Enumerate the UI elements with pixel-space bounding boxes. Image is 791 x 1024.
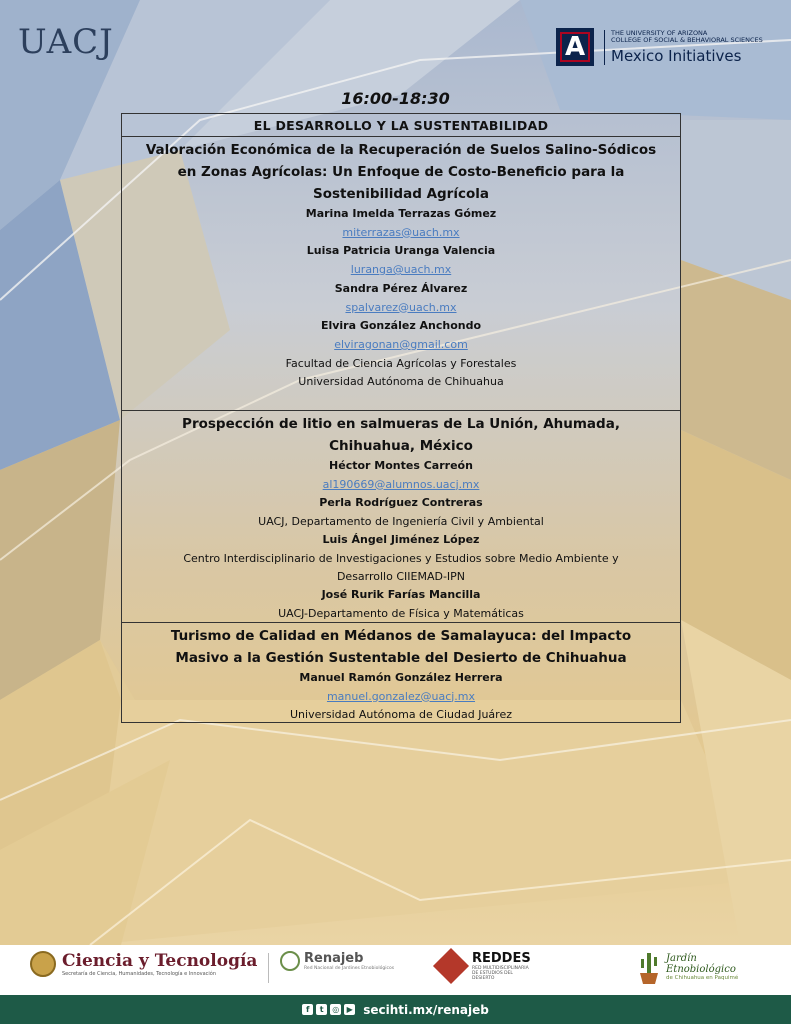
affiliation: Facultad de Ciencia Agrícolas y Forestales (285, 356, 517, 370)
renajeb-leaf-icon (280, 951, 300, 971)
talk-block (122, 623, 680, 722)
author-name: Luisa Patricia Uranga Valencia (306, 244, 496, 258)
reddes-subtitle: RED MULTIDISCIPLINARIA (472, 966, 529, 971)
talk-title-line: en Zonas Agrícolas: Un Enfoque de Costo-Beneficio para la (177, 164, 625, 180)
affiliation: Universidad Autónoma de Chihuahua (298, 374, 504, 388)
talk-title-line: Masivo a la Gestión Sustentable del Desierto de Chihuahua (175, 650, 627, 666)
instagram-icon[interactable]: ◎ (330, 1004, 341, 1015)
reddes-subtitle: DESIERTO (472, 976, 495, 981)
affiliation: UACJ, Departamento de Ingeniería Civil y Ambiental (258, 515, 544, 529)
affiliation: Universidad Autónoma de Ciudad Juárez (290, 708, 512, 722)
youtube-icon[interactable]: ▶ (344, 1004, 355, 1015)
social-bar (0, 995, 791, 1024)
author-name: Manuel Ramón González Herrera (299, 671, 503, 684)
author-email-link[interactable]: miterrazas@uach.mx (342, 225, 460, 239)
cactus-pot-icon (636, 949, 662, 985)
author-email-link[interactable]: al190669@alumnos.uacj.mx (322, 477, 480, 491)
talk-title-line: Sostenibilidad Agrícola (313, 186, 489, 202)
reddes-title: REDDES (472, 951, 531, 966)
secihti-link[interactable]: secihti.mx/renajeb (363, 1002, 489, 1017)
ciencia-tecnologia-logo (30, 951, 257, 977)
schedule-table (121, 113, 681, 723)
talk-title-line: Turismo de Calidad en Médanos de Samalayuca: del Impacto (170, 628, 632, 644)
jardin-subtitle: de Chihuahua en Paquimé (666, 975, 739, 981)
jardin-title: Etnobiológico (666, 964, 736, 975)
author-email-link[interactable]: elviragonan@gmail.com (334, 337, 468, 351)
talk-title (128, 139, 674, 205)
jardin-title: Jardín (666, 953, 697, 964)
author-email-link[interactable]: spalvarez@uach.mx (345, 300, 457, 314)
reddes-subtitle: DE ESTUDIOS DEL (472, 971, 513, 976)
uacj-logo: UACJ (18, 22, 114, 62)
reddes-logo (434, 949, 531, 983)
author-name: Sandra Pérez Álvarez (334, 281, 468, 295)
affiliation: Desarrollo CIIEMAD-IPN (336, 569, 466, 583)
arizona-a-icon: A (556, 28, 594, 66)
logo-divider (268, 953, 269, 983)
arizona-logo (556, 28, 763, 66)
author-name: José Rurik Farías Mancilla (321, 587, 481, 601)
jardin-etnobiologico-logo (636, 949, 738, 985)
mexico-seal-icon (30, 951, 56, 977)
author-name: Elvira González Anchondo (320, 319, 482, 333)
author-name: Luis Ángel Jiménez López (322, 533, 480, 547)
affiliation: Centro Interdisciplinario de Investigaciones y Estudios sobre Medio Ambiente y (183, 551, 619, 565)
talk-title (128, 625, 674, 669)
renajeb-subtitle: Red Nacional de Jardines Etnobiológicos (304, 966, 395, 971)
talk-title (128, 413, 674, 457)
session-time: 16:00-18:30 (341, 89, 450, 108)
author-name: Perla Rodríguez Contreras (319, 496, 483, 510)
arizona-program-name: Mexico Initiatives (611, 46, 742, 65)
ciencia-title: Ciencia y Tecnología (62, 951, 258, 971)
talk-block (122, 411, 680, 623)
reddes-sun-icon (433, 948, 469, 984)
arizona-university-line: THE UNIVERSITY OF ARIZONA (611, 28, 708, 37)
session-title: EL DESARROLLO Y LA SUSTENTABILIDAD (122, 114, 680, 137)
arizona-college-line: COLLEGE OF SOCIAL & BEHAVIORAL SCIENCES (611, 36, 763, 44)
talk-title-line: Prospección de litio en salmueras de La Unión, Ahumada, (182, 416, 620, 432)
talk-block (122, 137, 680, 411)
ciencia-subtitle: Secretaría de Ciencia, Humanidades, Tecnología e Innovación (62, 971, 217, 977)
author-name: Héctor Montes Carreón (329, 459, 473, 472)
author-name: Marina Imelda Terrazas Gómez (305, 207, 497, 220)
talk-title-line: Valoración Económica de la Recuperación de Suelos Salino-Sódicos (145, 142, 657, 158)
twitter-icon[interactable]: t (316, 1004, 327, 1015)
renajeb-title: Renajeb (304, 951, 364, 966)
facebook-icon[interactable]: f (302, 1004, 313, 1015)
author-email-link[interactable]: manuel.gonzalez@uacj.mx (326, 689, 476, 703)
talk-title-line: Chihuahua, México (329, 438, 473, 454)
affiliation: UACJ-Departamento de Física y Matemáticas (278, 606, 524, 620)
author-email-link[interactable]: luranga@uach.mx (350, 263, 452, 277)
renajeb-logo (280, 951, 394, 971)
sponsor-logos-bar (0, 945, 791, 995)
